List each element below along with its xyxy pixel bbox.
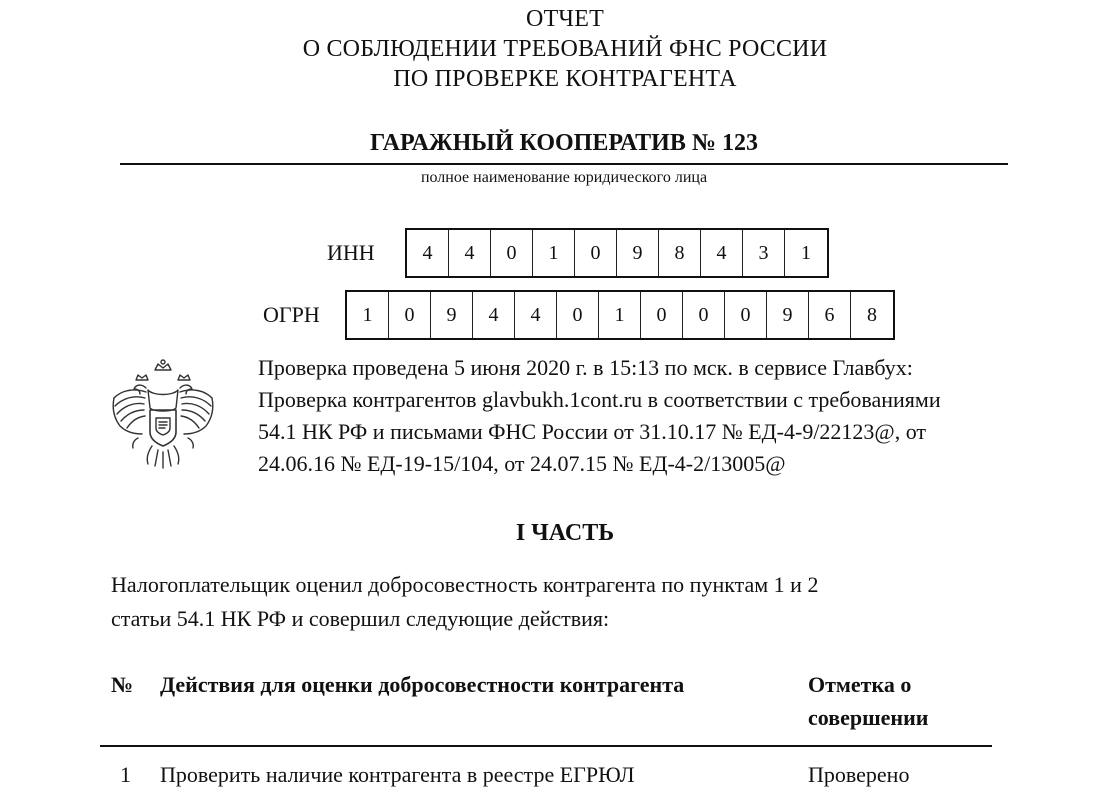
- table-header-mark-line: Отметка о: [808, 672, 912, 697]
- ogrn-digit: 1: [599, 292, 641, 338]
- inn-digit: 1: [801, 241, 811, 264]
- ogrn-digit: 0: [389, 292, 431, 338]
- report-title-line-1: ОТЧЕТ: [526, 6, 604, 32]
- table-header-mark-line: совершении: [808, 705, 929, 730]
- ogrn-digit: 6: [809, 292, 851, 338]
- ogrn-digit: 0: [641, 292, 683, 338]
- check-info-line: 54.1 НК РФ и письмами ФНС России от 31.10.17 № ЕД-4-9/22123@, от: [258, 419, 927, 444]
- inn-digit: 4: [407, 230, 449, 276]
- inn-label: ИНН: [327, 240, 375, 265]
- ogrn-digit: 4: [473, 292, 515, 338]
- intro-line: статьи 54.1 НК РФ и совершил следующие действия:: [111, 606, 610, 631]
- table-cell-mark: Проверено: [808, 762, 910, 787]
- inn-digit: 9: [617, 230, 659, 276]
- inn-digit: 3: [743, 230, 785, 276]
- table-header-divider: [100, 745, 992, 747]
- ogrn-digit: 0: [725, 292, 767, 338]
- table-cell-action: Проверить наличие контрагента в реестре ЕГРЮЛ: [160, 762, 635, 787]
- report-title-line-2: О СОБЛЮДЕНИИ ТРЕБОВАНИЙ ФНС РОССИИ: [302, 36, 828, 62]
- check-info-line: 24.06.16 № ЕД-19-15/104, от 24.07.15 № ЕД-4-2/13005@: [258, 451, 786, 476]
- organization-name: ГАРАЖНЫЙ КООПЕРАТИВ № 123: [370, 130, 758, 156]
- table-cell-number: 1: [120, 762, 131, 787]
- inn-digit-boxes: [405, 228, 829, 278]
- ogrn-digit: 9: [431, 292, 473, 338]
- inn-digit: 0: [575, 230, 617, 276]
- table-header-action: Действия для оценки добросовестности контрагента: [160, 672, 685, 697]
- ogrn-digit: 1: [347, 292, 389, 338]
- ogrn-digit: 9: [767, 292, 809, 338]
- ogrn-digit: 0: [557, 292, 599, 338]
- check-info-line: Проверка проведена 5 июня 2020 г. в 15:13 по мск. в сервисе Главбух:: [258, 355, 913, 380]
- check-info-text: [258, 352, 1038, 480]
- double-headed-eagle-emblem-icon: [108, 358, 218, 480]
- organization-caption: полное наименование юридического лица: [420, 169, 708, 186]
- table-header-mark: [808, 668, 988, 734]
- ogrn-digit: 0: [683, 292, 725, 338]
- table-header-number: №: [111, 672, 134, 697]
- report-title-line-3: ПО ПРОВЕРКЕ КОНТРАГЕНТА: [393, 66, 737, 92]
- inn-digit: 1: [533, 230, 575, 276]
- intro-line: Налогоплательщик оценил добросовестность контрагента по пунктам 1 и 2: [111, 572, 819, 597]
- ogrn-digit: 4: [515, 292, 557, 338]
- intro-paragraph: [111, 568, 1011, 636]
- part-title: I ЧАСТЬ: [515, 520, 615, 546]
- ogrn-digit-boxes: [345, 290, 895, 340]
- inn-digit: 8: [659, 230, 701, 276]
- check-info-line: Проверка контрагентов glavbukh.1cont.ru в соответствии с требованиями: [258, 387, 941, 412]
- organization-underline: [120, 163, 1008, 165]
- inn-digit: 0: [491, 230, 533, 276]
- inn-digit: 4: [449, 230, 491, 276]
- inn-digit: 4: [701, 230, 743, 276]
- ogrn-digit: 8: [867, 303, 877, 326]
- ogrn-label: ОГРН: [263, 302, 320, 327]
